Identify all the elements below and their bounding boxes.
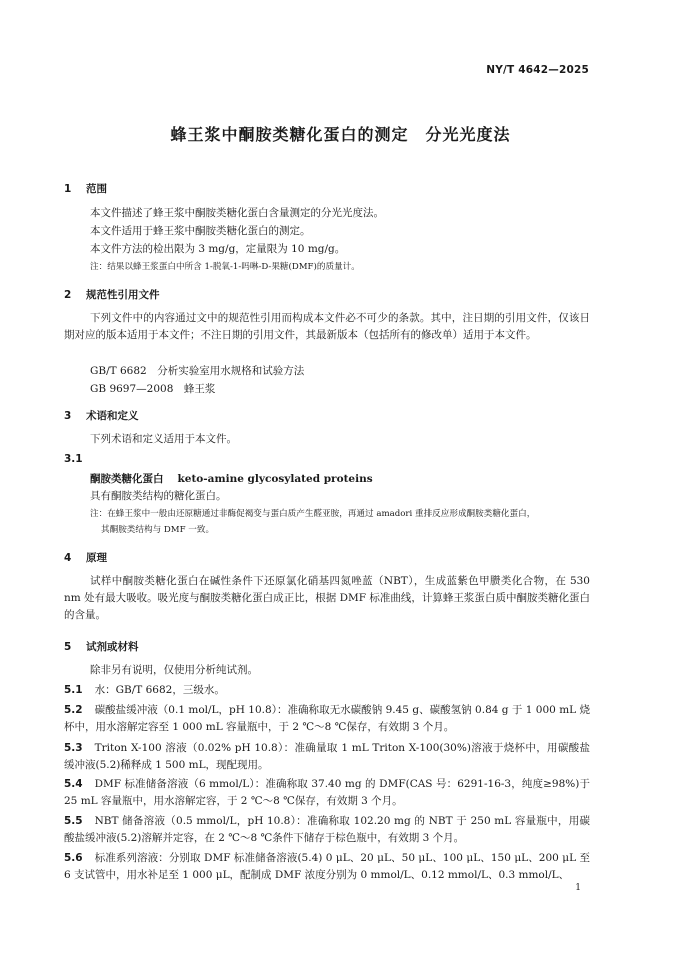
clause-number: 5.6	[64, 852, 83, 864]
clause-number: 5.2	[64, 704, 83, 716]
clause-text: NBT 储备溶液（0.5 mmol/L，pH 10.8）：准确称取 102.20 mg 的 NBT 于 250 mL 容量瓶中，用碳酸盐缓冲液(5.2)溶解并定容，在 2 ℃～8 ℃条件下储存于棕色瓶中，有效期 3 个月。	[64, 815, 590, 844]
section-number: 1	[64, 183, 72, 195]
reference-item: GB 9697—2008 蜂王浆	[90, 383, 216, 395]
section-number: 3	[64, 410, 72, 422]
section-number: 5	[64, 641, 72, 653]
paragraph: 下列术语和定义适用于本文件。	[90, 433, 237, 445]
section-number: 4	[64, 552, 72, 564]
reference-item: GB/T 6682 分析实验室用水规格和试验方法	[90, 365, 305, 377]
paragraph: 本文件适用于蜂王浆中酮胺类糖化蛋白的测定。	[90, 225, 311, 237]
clause-5-6	[64, 850, 590, 884]
document-title: 蜂王浆中酮胺类糖化蛋白的测定 分光光度法	[170, 125, 511, 144]
section-heading-3	[64, 408, 139, 423]
term-number: 3.1	[64, 453, 83, 465]
term-entry	[90, 471, 373, 486]
section-heading-2	[64, 287, 160, 302]
clause-5-2	[64, 702, 590, 736]
standard-number: NY/T 4642—2025	[486, 64, 589, 76]
note-continuation: 其酮胺类结构与 DMF 一致。	[101, 525, 215, 535]
section-title: 规范性引用文件	[86, 289, 160, 301]
clause-number: 5.1	[64, 684, 83, 696]
section-heading-1	[64, 181, 107, 196]
clause-number: 5.4	[64, 778, 83, 790]
paragraph: 下列文件中的内容通过文中的规范性引用而构成本文件必不可少的条款。其中，注日期的引用文件，仅该日期对应的版本适用于本文件；不注日期的引用文件，其最新版本（包括所有的修改单）适用于本文件。	[64, 312, 590, 341]
clause-5-3	[64, 740, 590, 774]
paragraph: 本文件方法的检出限为 3 mg/g，定量限为 10 mg/g。	[90, 243, 346, 255]
section-title: 术语和定义	[86, 410, 139, 422]
term-chinese: 酮胺类糖化蛋白	[90, 473, 164, 485]
clause-5-1	[64, 682, 590, 699]
clause-text: DMF 标准储备溶液（6 mmol/L）：准确称取 37.40 mg 的 DMF(CAS 号：6291-16-3，纯度≥98%)于 25 mL 容量瓶中，用水溶解定容，于 2 ℃～8 ℃保存，有效期 3 个月。	[64, 778, 590, 807]
section-title: 试剂或材料	[86, 641, 139, 653]
clause-text: 碳酸盐缓冲液（0.1 mol/L，pH 10.8）：准确称取无水碳酸钠 9.45 g、碳酸氢钠 0.84 g 于 1 000 mL 烧杯中，用水溶解定容至 1 000 mL 容量瓶中，于 2 ℃～8 ℃保存，有效期 3 个月。	[64, 704, 590, 733]
term-definition: 具有酮胺类结构的糖化蛋白。	[90, 490, 227, 502]
paragraph: 本文件描述了蜂王浆中酮胺类糖化蛋白含量测定的分光光度法。	[90, 207, 384, 219]
clause-5-5	[64, 813, 590, 847]
clause-5-4	[64, 776, 590, 810]
paragraph: 除非另有说明，仅使用分析纯试剂。	[90, 664, 258, 676]
section-heading-4	[64, 550, 107, 565]
note: 注：结果以蜂王浆蛋白中所含 1-脱氧-1-吗啉-D-果糖(DMF)的质量计。	[90, 262, 360, 272]
section-title: 范围	[86, 183, 107, 195]
clause-number: 5.3	[64, 742, 83, 754]
note: 注：在蜂王浆中一般由还原糖通过非酶促褐变与蛋白质产生醛亚胺，再通过 amadori 重排反应形成酮胺类糖化蛋白，	[90, 509, 536, 519]
section-number: 2	[64, 289, 72, 301]
clause-text: 标准系列溶液：分别取 DMF 标准储备溶液(5.4) 0 μL、20 μL、50 μL、100 μL、150 μL、200 μL 至 6 支试管中，用水补足至 1 000 μL，配制成 DMF 浓度分别为 0 mmol/L、0.12 mmol/L、0.3 mmol/L、	[64, 852, 590, 881]
section-title: 原理	[86, 552, 107, 564]
clause-text: 水：GB/T 6682，三级水。	[94, 684, 225, 696]
term-english: keto-amine glycosylated proteins	[177, 473, 373, 485]
section-heading-5	[64, 639, 139, 654]
page-number: 1	[575, 883, 581, 893]
paragraph: 试样中酮胺类糖化蛋白在碱性条件下还原氯化硝基四氮唑蓝（NBT），生成蓝紫色甲臜类化合物，在 530 nm 处有最大吸收。吸光度与酮胺类糖化蛋白成正比，根据 DMF 标准曲线，计算蜂王浆蛋白质中酮胺类糖化蛋白的含量。	[64, 575, 590, 621]
clause-text: Triton X-100 溶液（0.02% pH 10.8）：准确量取 1 mL Triton X-100(30%)溶液于烧杯中，用碳酸盐缓冲液(5.2)稀释成 1 500 mL，现配现用。	[64, 742, 590, 771]
clause-number: 5.5	[64, 815, 83, 827]
